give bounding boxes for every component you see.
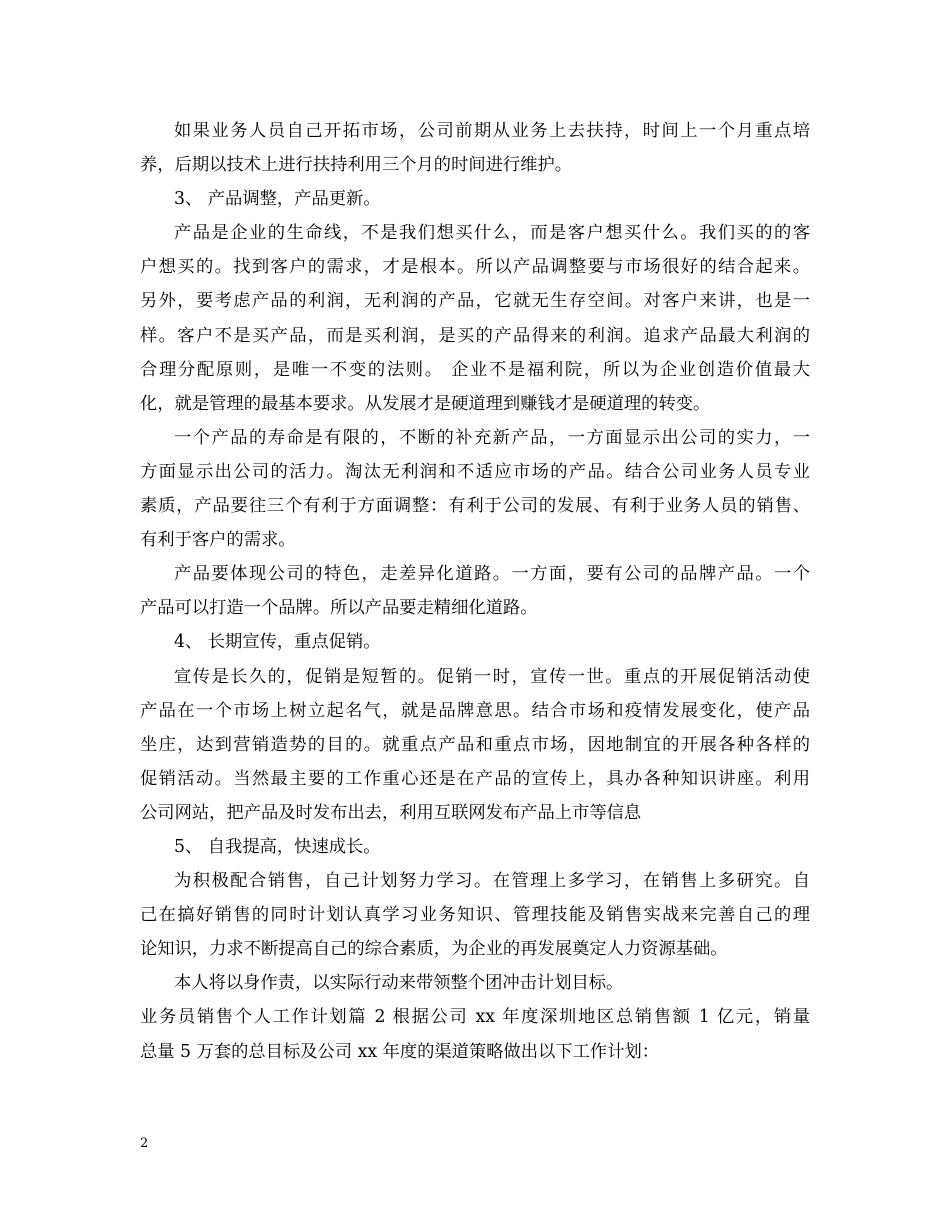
text-line: 为积极配合销售，自己计划努力学习。在管理上多学习，在销售上多研究。自 — [174, 871, 810, 892]
paragraph — [140, 966, 810, 1000]
text-line: 有利于客户的需求。 — [140, 530, 296, 551]
text-line: 方面显示出公司的活力。淘汰无利润和不适应市场的产品。结合公司业务人员专业 — [140, 461, 810, 482]
document-body — [140, 114, 810, 1069]
paragraph — [140, 182, 810, 216]
paragraph — [140, 421, 810, 557]
text-line: 产品是企业的生命线，不是我们想买什么，而是客户想买什么。我们买的的客 — [174, 223, 810, 244]
text-line: 产品在一个市场上树立起名气，就是品牌意思。结合市场和疫情发展变化，使产品 — [140, 700, 810, 721]
text-line: 3、 产品调整，产品更新。 — [174, 189, 381, 210]
text-line: 坐庄，达到营销造势的目的。就重点产品和重点市场，因地制宜的开展各种各样的 — [140, 734, 810, 755]
text-line: 5、 自我提高，快速成长。 — [174, 836, 381, 857]
text-line: 合理分配原则，是唯一不变的法则。 企业不是福利院，所以为企业创造价值最大 — [140, 359, 810, 380]
text-line: 一个产品的寿命是有限的，不断的补充新产品，一方面显示出公司的实力，一 — [174, 427, 810, 448]
text-line: 如果业务人员自己开拓市场，公司前期从业务上去扶持，时间上一个月重点培 — [174, 121, 810, 141]
text-line: 促销活动。当然最主要的工作重心还是在产品的宣传上，具办各种知识讲座。利用 — [140, 768, 810, 789]
text-line: 户想买的。找到客户的需求，才是根本。所以产品调整要与市场很好的结合起来。 — [140, 257, 810, 278]
text-line: 另外，要考虑产品的利润，无利润的产品，它就无生存空间。对客户来讲，也是一 — [140, 291, 810, 312]
text-line: 总量 5 万套的总目标及公司 xx 年度的渠道策略做出以下工作计划： — [140, 1041, 660, 1062]
paragraph — [140, 660, 810, 830]
paragraph — [140, 114, 810, 182]
paragraph — [140, 625, 810, 659]
text-line: 产品可以打造一个品牌。所以产品要走精细化道路。 — [140, 598, 538, 619]
text-line: 论知识，力求不断提高自己的综合素质，为企业的再发展奠定人力资源基础。 — [140, 939, 728, 960]
paragraph — [140, 1000, 810, 1068]
text-line: 业务员销售个人工作计划篇 2 根据公司 xx 年度深圳地区总销售额 1 亿元，销量 — [140, 1007, 810, 1028]
text-line: 本人将以身作责，以实际行动来带领整个团冲击计划目标。 — [174, 973, 624, 994]
paragraph — [140, 557, 810, 625]
text-line: 宣传是长久的，促销是短暂的。促销一时，宣传一世。重点的开展促销活动使 — [174, 666, 810, 687]
text-line: 产品要体现公司的特色，走差异化道路。一方面，要有公司的品牌产品。一个 — [174, 564, 810, 585]
text-line: 化，就是管理的最基本要求。从发展才是硬道理到赚钱才是硬道理的转变。 — [140, 393, 711, 414]
text-line: 养，后期以技术上进行扶持利用三个月的时间进行维护。 — [140, 155, 573, 176]
paragraph — [140, 864, 810, 966]
page-number: 2 — [140, 1136, 149, 1151]
text-line: 样。客户不是买产品，而是买利润，是买的产品得来的利润。追求产品最大利润的 — [140, 325, 810, 346]
paragraph — [140, 216, 810, 421]
text-line: 素质，产品要往三个有利于方面调整：有利于公司的发展、有利于业务人员的销售、 — [140, 496, 810, 517]
paragraph — [140, 830, 810, 864]
text-line: 4、 长期宣传，重点促销。 — [174, 632, 381, 653]
text-line: 己在搞好销售的同时计划认真学习业务知识、管理技能及销售实战来完善自己的理 — [140, 905, 810, 926]
text-line: 公司网站，把产品及时发布出去，利用互联网发布产品上市等信息 — [140, 802, 642, 823]
